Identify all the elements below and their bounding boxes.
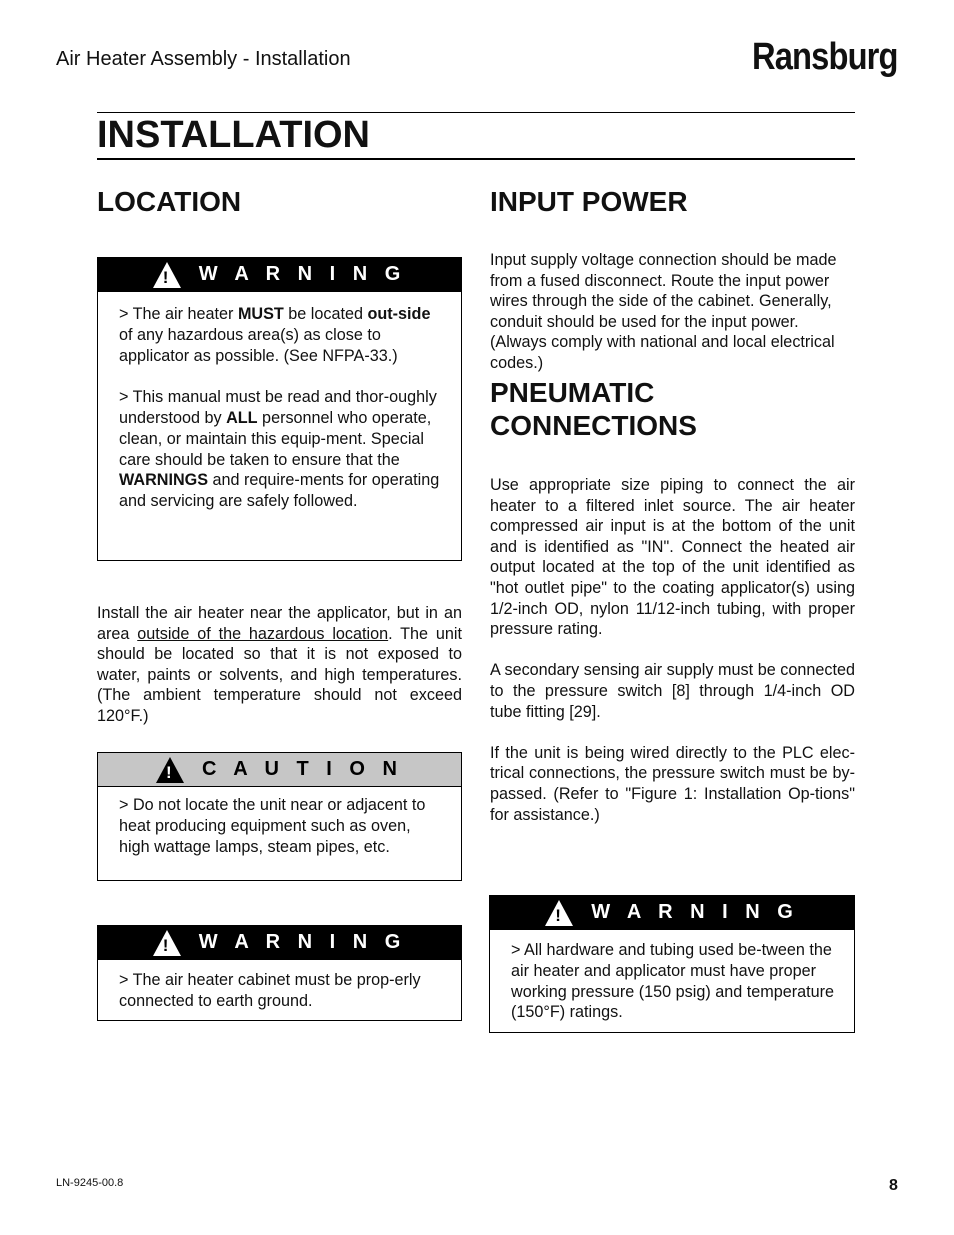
- warning-box-ground: [97, 925, 462, 1021]
- warning-text: > The air heater cabinet must be prop-erly connected to earth ground.: [119, 971, 421, 1010]
- warning-label: W A R N I N G: [198, 931, 407, 953]
- pneumatic-heading: PNEUMATIC CONNECTIONS: [490, 377, 697, 441]
- warning-label: W A R N I N G: [198, 263, 407, 285]
- page-title: INSTALLATION: [97, 114, 370, 156]
- caution-triangle-icon: !: [156, 757, 184, 783]
- warning-text: > All hardware and tubing used be-tween the air heater and applicator must have proper working pressure (150 psig) and temperature (150°F) ratings.: [511, 941, 835, 1022]
- warning-body: [490, 930, 854, 1023]
- pneumatic-paragraph-3: If the unit is being wired directly to the PLC elec-trical connections, the pressure switch must be by-passed. (Refer to "Figure 1: Installation Op-tions" for assistance.): [490, 743, 855, 824]
- pneumatic-paragraph-2: A secondary sensing air supply must be connected to the pressure switch [8] through 1/4-inch OD tube fitting [29].: [490, 661, 855, 721]
- location-paragraph: Install the air heater near the applicator, but in an area outside of the hazardous location. The unit should be located so that it is not exposed to water, paints or solvents, and high temperatures. (The ambient temperature should not exceed 120°F.): [97, 604, 462, 725]
- location-heading: LOCATION: [97, 186, 242, 217]
- warning-body: [98, 292, 461, 512]
- caution-label: C A U T I O N: [202, 758, 403, 780]
- warning-label: W A R N I N G: [591, 901, 799, 923]
- title-rule: [97, 158, 855, 160]
- warning-triangle-icon: !: [153, 930, 181, 956]
- warning-triangle-icon: !: [545, 900, 573, 926]
- pneumatic-paragraphs: [490, 475, 855, 825]
- input-power-heading: INPUT POWER: [490, 186, 688, 217]
- warning-header: [98, 258, 461, 292]
- caution-text: > Do not locate the unit near or adjacent to heat producing equipment such as oven, high wattage lamps, steam pipes, etc.: [119, 796, 426, 856]
- warning-item-1: > The air heater MUST be located out-side of any hazardous area(s) as close to applicator as possible. (See NFPA-33.): [119, 305, 431, 365]
- caution-header: [98, 753, 461, 787]
- page-number: 8: [889, 1177, 898, 1194]
- warning-header: [490, 896, 854, 930]
- input-power-paragraph: Input supply voltage connection should be made from a fused disconnect. Route the input power wires through the side of the cabinet. Generally, conduit should be used for the input power. (Always comply with national and local electrical codes.): [490, 251, 837, 372]
- warning-box-pneumatic: [489, 895, 855, 1033]
- running-header-title: Air Heater Assembly - Installation: [56, 48, 351, 70]
- caution-box: [97, 752, 462, 881]
- warning-body: [98, 960, 461, 1012]
- document-code: LN-9245-00.8: [56, 1177, 124, 1189]
- caution-body: [98, 787, 461, 857]
- pneumatic-paragraph-1: Use appropriate size piping to connect the air heater to a filtered inlet source. The air heater compressed air input is at the bottom of the unit and is identified as "IN". Connect the heated air output located at the top of the unit identified as "hot outlet pipe" to the coating applicator(s) using 1/2-inch OD, nylon 11/12-inch tubing, with proper pressure rating.: [490, 476, 855, 639]
- warning-box-location: [97, 257, 462, 561]
- brand-logo: Ransburg: [752, 36, 898, 78]
- header-rule: [97, 112, 855, 113]
- warning-triangle-icon: !: [153, 262, 181, 288]
- warning-header: [98, 926, 461, 960]
- warning-item-2: > This manual must be read and thor-oughly understood by ALL personnel who operate, clean, or maintain this equip-ment. Special care should be taken to ensure that the WARNINGS and require-ments for operating and servicing are safely followed.: [119, 388, 440, 511]
